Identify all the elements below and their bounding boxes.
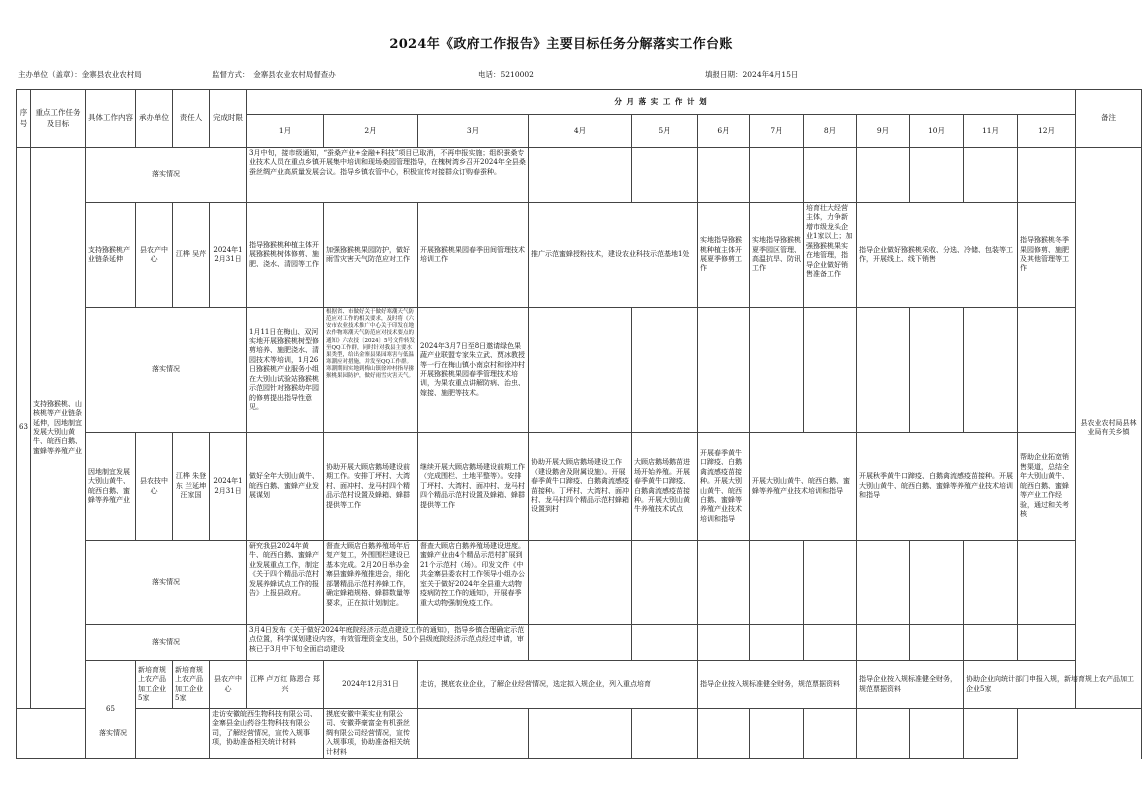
plan-m9-11: 开展秋季黄牛口蹄疫、白鹅禽流感疫苗接种。开展大别山黄牛、皖西白鹅、蜜蜂等养殖产业技术培训和指导 [857,433,1018,541]
header-month: 4月 [529,115,632,148]
plan-m7: 实地指导猕猴桃夏季园区管理、高温抗旱、防讯工作 [750,203,804,308]
status-m1-3: 3月4日发布《关于做好2024年庭院经济示范点建设工作的通知》，指导乡镇合理确定示范点位置，科学谋划建设内容，有效管理资金支出，50个县级庭院经济示范点经过申请，审核已于3月中下旬全面启动建设 [247,625,529,661]
header-month: 2月 [324,115,418,148]
supervision-method: 监督方式： 金寨县农业农村局督查办 [212,70,336,79]
plan-m7-8: 开展大别山黄牛、皖西白鹅、蜜蜂等养殖产业技术培训和指导 [750,433,857,541]
header-unit: 承办单位 [136,90,173,148]
header-month: 10月 [910,115,964,148]
header-month: 9月 [857,115,910,148]
plan-m4-6: 指导企业按入规标准健全财务，规范票据资料 [698,661,857,709]
status-cell [529,625,632,661]
status-cell [750,541,804,625]
status-cell [698,625,750,661]
status-cell [910,541,964,625]
plan-m9-12: 协助企业向统计部门申报入规，新培育规上农产品加工企业5家 [964,661,1142,709]
status-cell [964,625,1018,661]
plan-m2: 协助开展大顾店鹅场建设前期工作。安排丁坪村、大湾村、面冲村、龙马村四个精品示范村设置及蜂箱、蜂群提供等工作 [324,433,418,541]
status-m2: 根据省、市做好关于做好寒潮天气防范应对工作的相关要求，及时将《六安市农业技术推广中心关于印发在地农作物寒潮天气防范应对技术要点的通知》六农技〔2024〕5号文件转发至QQ工作群，同时针对我县主要水果类型，给出金寨县果园寒害与低温寒潮应对措施，并发至QQ工作群。寒潮期间实地到梅山镇徐冲村指导猕猴桃果园防护，做好雨雪灾害天气。 [324,308,418,433]
sub-person: 江桦 吴芹 [173,203,210,308]
host-unit: 主办单位（盖章）：金寨县农业农村局 [18,70,142,79]
page-title: 2024年《政府工作报告》主要目标任务分解落实工作台账 [389,37,733,52]
status-label: 落实情况 [86,541,247,625]
status-cell [750,148,804,203]
status-cell [910,308,964,433]
row-remark: 县农业农村局县林业局有关乡镇 [1076,148,1142,709]
status-cell [632,541,698,625]
header-month: 8月 [804,115,857,148]
sub-person: 江桦 朱登东 兰延坤 汪家国 [173,433,210,541]
row-task: 新培育规上农产品加工企业5家 [136,661,173,709]
status-m3: 摸底安徽中莱实业有限公司、安徽莽豪富金有机蚕丝绸有限公司经营情况，宣传入规事项，协助准备相关统计材料 [324,709,418,759]
status-m1: 研究我县2024年黄牛、皖西白鹅、蜜蜂产业发展重点工作，制定《关于四个精品示范村发展养蜂试点工作的报告》上报县政府。 [247,541,324,625]
plan-m9-11: 指导企业做好猕猴桃采收、分选、冷储、包装等工作，开展线上、线下销售 [857,203,1018,308]
status-cell [804,709,857,759]
plan-m2: 加强猕猴桃果园防护，做好雨雪灾害天气防范应对工作 [324,203,418,308]
plan-m4-5: 推广示范蜜蜂授粉技术，建设农业科技示范基地1处 [529,203,698,308]
status-cell [632,148,698,203]
status-cell [632,625,698,661]
header-month: 3月 [418,115,529,148]
status-m1-2: 走访安徽皖西生物科技有限公司、金寨县金山药谷生物科技有限公司，了解经营情况，宣传入规事项，协助准备相关统计材料 [210,709,324,759]
plan-m3: 开展猕猴桃果园春季田间管理技术培训工作 [418,203,529,308]
phone-number: 电话：5210002 [478,70,534,79]
ledger-table [16,89,1142,759]
sub-unit: 县农产中心 [210,661,247,709]
status-cell [529,308,632,433]
status-cell [804,541,857,625]
plan-m4: 协助开展大顾店鹅场建设工作（建设鹅舍及附属设施）。开展春季黄牛口蹄疫、白鹅禽流感疫苗接种。丁坪村、大湾村、面冲村、龙马村四个精品示范村蜂箱设置到村 [529,433,632,541]
plan-m8: 培育壮大经营主体，力争新增市级龙头企业1家以上；加强猕猴桃果实在地管理，指导企业做好销售准备工作 [804,203,857,308]
header-month: 12月 [1018,115,1076,148]
status-cell [910,709,964,759]
sub-deadline: 2024年12月31日 [210,433,247,541]
status-cell [1018,148,1076,203]
status-cell [418,709,529,759]
status-cell [857,625,910,661]
header-month: 11月 [964,115,1018,148]
status-cell [857,148,910,203]
row-seq: 65 [86,661,136,759]
status-cell [1018,541,1076,625]
header-plan: 分 月 落 实 工 作 计 划 [247,90,1076,115]
plan-m6: 实地指导猕猴桃种植主体开展夏季修剪工作 [698,203,750,308]
status-cell [964,541,1018,625]
status-cell [804,308,857,433]
header-month: 1月 [247,115,324,148]
status-cell [804,148,857,203]
sub-person: 江桦 卢万红 陈恩合 郑兴 [247,661,324,709]
sub-unit: 县农产中心 [136,203,173,308]
status-m3: 督查大顾店白鹅养殖场建设进度。蜜蜂产业由4个精品示范村扩展到21个示范村（场）。印发文件《中共金寨县委农村工作领导小组办公室关于做好2024年全县重大动物疫病防控工作的通知》，开展春季重大动物强制免疫工作。 [418,541,529,625]
status-cell [698,148,750,203]
plan-m7-8: 指导企业按入规标准健全财务，规范票据资料 [857,661,964,709]
status-label: 落实情况 [86,308,247,433]
status-cell [698,709,750,759]
status-cell [857,308,910,433]
status-cell [698,541,750,625]
header-deadline: 完成时限 [210,90,247,148]
status-cell [529,709,632,759]
sub-unit: 县农技中心 [136,433,173,541]
plan-m1-3: 走访，摸底农业企业，了解企业经营情况，选定拟入规企业，列入重点培育 [418,661,698,709]
header-task: 重点工作任务及目标 [31,90,86,148]
header-month: 6月 [698,115,750,148]
status-cell [910,625,964,661]
status-m3: 2024年3月7日至8日邀请绿色果蔬产业联盟专家朱立武、贾冰教授等一行在梅山镇小南京村和徐冲村开展猕猴桃果园春季管理技术培训，为果农重点讲解防病、治虫、嫁接、施肥等技术。 [418,308,529,433]
status-cell [964,308,1018,433]
status-cell [910,148,964,203]
status-cell [529,541,632,625]
plan-m12: 帮助企业拓宽销售渠道，总结全年大别山黄牛、皖西白鹅、蜜蜂等产业工作经验，通过和关考核 [1018,433,1076,541]
status-cell [750,625,804,661]
header-remark: 备注 [1076,90,1142,148]
sub-deadline: 2024年12月31日 [210,203,247,308]
status-cell [804,625,857,661]
status-cell [857,709,910,759]
plan-m1: 指导猕猴桃种植主体开展猕猴桃树体修剪、施肥、浇水、清园等工作 [247,203,324,308]
status-cell [1018,308,1076,433]
status-m2: 督查大顾店白鹅养殖场年后复产复工，外围围栏建设已基本完成。2月20日举办金寨县蜜蜂养殖推进会，细化部署精品示范村养蜂工作，确定蜂箱规格、蜂群数量等要求，正在拟计划制定。 [324,541,418,625]
sub-deadline: 2024年12月31日 [324,661,418,709]
row-task: 支持猕猴桃、山核桃等产业链条延伸，因地制宜发展大别山黄牛、皖西白鹅、蜜蜂等养殖产业 [31,148,86,709]
plan-m6: 开展春季黄牛口蹄疫、白鹅禽流感疫苗接种。开展大别山黄牛、皖西白鹅、蜜蜂等养殖产业技术培训和指导 [698,433,750,541]
status-label: 落实情况 [17,709,210,759]
status-cell [1018,625,1076,661]
status-cell [750,308,804,433]
header-person: 责任人 [173,90,210,148]
plan-m3: 继续开展大顾店鹅场建设前期工作（完成围栏、土地平整等）。安排丁坪村、大湾村、面冲村、龙马村四个精品示范村设置及蜂箱、蜂群提供等工作 [418,433,529,541]
status-cell [750,709,804,759]
sub-content: 新培育规上农产品加工企业5家 [173,661,210,709]
status-cell [857,541,910,625]
status-m1: 1月11日在梅山、双河实地开展猕猴桃树型修剪培养、施肥浇水、清园技术等培训，1月26日猕猴桃产业服务小组在大别山试验站猕猴桃示范园针对猕猴幼年园的修剪提出指导性意见。 [247,308,324,433]
header-month: 5月 [632,115,698,148]
status-label: 落实情况 [86,625,247,661]
plan-m5: 大顾店鹅场鹅苗进场开始养殖。开展春季黄牛口蹄疫、白鹅禽流感疫苗接种。开展大别山黄牛养殖技术试点 [632,433,698,541]
status-cell [632,709,698,759]
status-cell [698,308,750,433]
row-seq: 63 [17,148,31,709]
status-cell [964,709,1018,759]
header-content: 具体工作内容 [86,90,136,148]
status-label: 落实情况 [86,148,247,203]
status-cell [529,148,632,203]
header-month: 7月 [750,115,804,148]
status-m1-3: 3月中旬，接市级通知，“蚕桑产业+金融+科技”项目已取消，不再申报实施；组织蚕桑专业技术人员在重点乡镇开展集中培训和现场桑园管理指导，在槐树湾乡召开2024年全县桑蚕丝绸产业高质量发展会议。指导乡镇农管中心，积极宣传对接群众订购春蚕种。 [247,148,529,203]
sub-content: 因地制宜发展大别山黄牛、皖西白鹅、蜜蜂等养殖产业 [86,433,136,541]
sub-content: 支持猕猴桃产业链条延伸 [86,203,136,308]
header-seq: 序号 [17,90,31,148]
plan-m1: 做好全年大别山黄牛、皖西白鹅、蜜蜂产业发展谋划 [247,433,324,541]
fill-date: 填报日期：2024年4月15日 [705,70,799,79]
status-cell [632,308,698,433]
status-cell [964,148,1018,203]
plan-m12: 指导猕猴桃冬季果园修剪、施肥及其他管理等工作 [1018,203,1076,308]
